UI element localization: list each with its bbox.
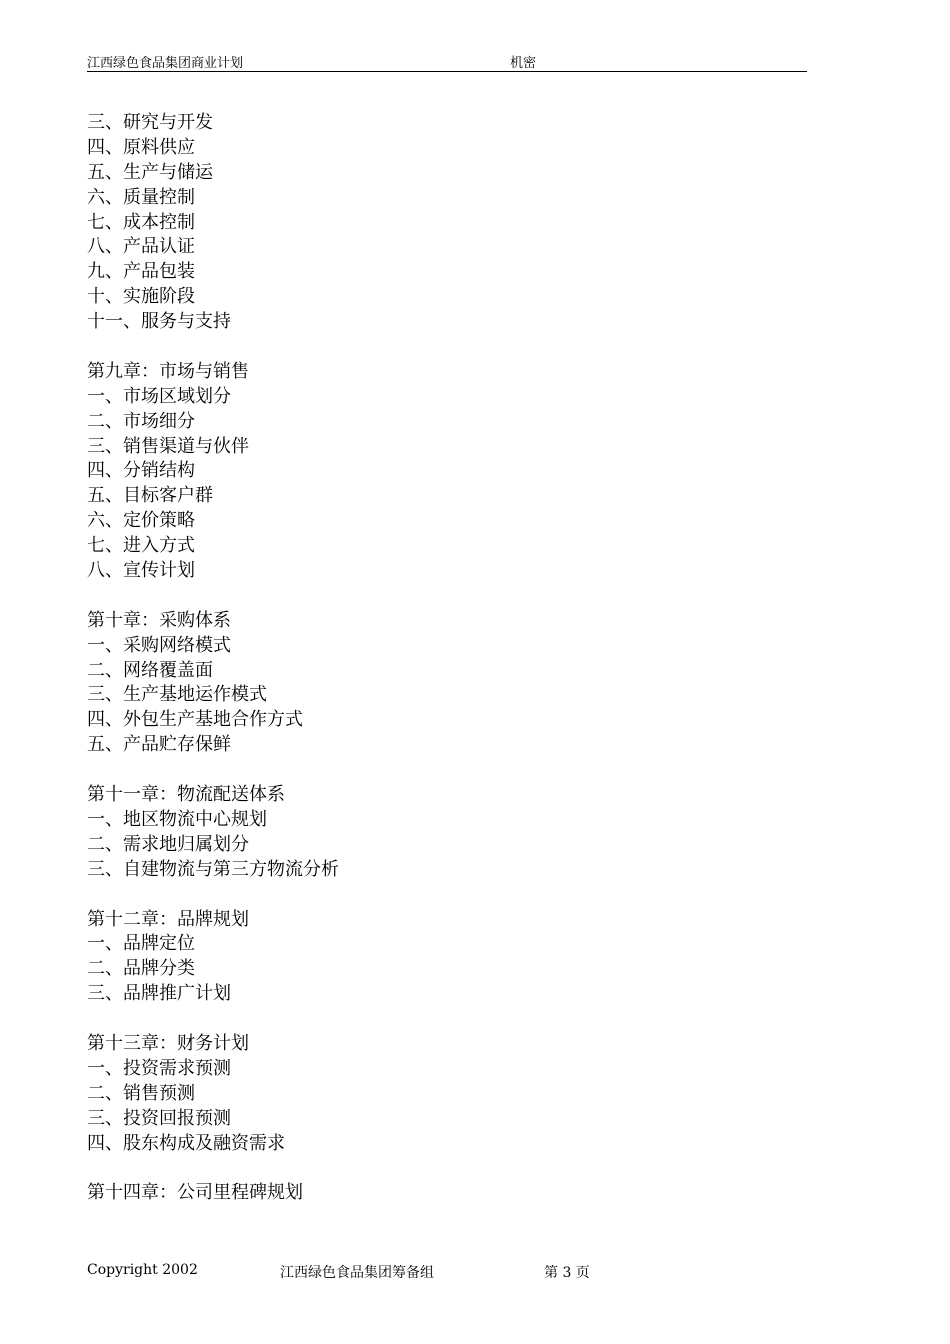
toc-item: 十、实施阶段	[87, 286, 195, 308]
toc-item: 七、进入方式	[87, 535, 195, 557]
table-of-contents	[87, 111, 339, 1206]
toc-item: 二、市场细分	[87, 410, 195, 432]
page-header	[87, 50, 807, 72]
toc-spacer	[87, 335, 339, 360]
toc-item: 三、自建物流与第三方物流分析	[87, 858, 339, 880]
toc-spacer	[87, 883, 339, 908]
footer-page-number: 第 3 页	[544, 1265, 590, 1281]
toc-item: 一、投资需求预测	[87, 1057, 231, 1079]
toc-chapter-heading: 第十二章：品牌规划	[87, 908, 249, 930]
toc-item: 四、分销结构	[87, 460, 195, 482]
toc-item: 三、生产基地运作模式	[87, 684, 267, 706]
toc-chapter-heading: 第十章：采购体系	[87, 609, 231, 631]
toc-item: 九、产品包装	[87, 261, 195, 283]
toc-item: 一、市场区域划分	[87, 385, 231, 407]
toc-item: 一、地区物流中心规划	[87, 808, 267, 830]
footer-organization: 江西绿色食品集团筹备组	[280, 1265, 434, 1281]
footer-copyright: Copyright 2002	[87, 1262, 198, 1278]
toc-item: 四、外包生产基地合作方式	[87, 709, 303, 731]
toc-item: 八、产品认证	[87, 236, 195, 258]
toc-spacer	[87, 758, 339, 783]
toc-item: 一、品牌定位	[87, 933, 195, 955]
toc-item: 五、产品贮存保鲜	[87, 734, 231, 756]
toc-item: 三、研究与开发	[87, 112, 213, 133]
toc-item: 八、宣传计划	[87, 560, 195, 582]
toc-chapter-heading: 第十三章：财务计划	[87, 1032, 249, 1054]
toc-item: 一、采购网络模式	[87, 634, 231, 656]
toc-item: 五、目标客户群	[87, 485, 213, 507]
toc-item: 五、生产与储运	[87, 161, 213, 183]
toc-spacer	[87, 1156, 339, 1181]
toc-item: 六、质量控制	[87, 186, 195, 208]
toc-item: 七、成本控制	[87, 211, 195, 233]
toc-chapter-heading: 第九章：市场与销售	[87, 360, 249, 382]
toc-item: 二、销售预测	[87, 1082, 195, 1104]
toc-item: 二、网络覆盖面	[87, 659, 213, 681]
toc-item: 三、品牌推广计划	[87, 983, 231, 1005]
toc-item: 四、股东构成及融资需求	[87, 1132, 285, 1154]
toc-item: 三、投资回报预测	[87, 1107, 231, 1129]
toc-item: 六、定价策略	[87, 510, 195, 532]
toc-item: 三、销售渠道与伙伴	[87, 435, 249, 457]
header-title: 江西绿色食品集团商业计划	[87, 56, 244, 71]
toc-chapter-heading: 第十四章：公司里程碑规划	[87, 1182, 303, 1204]
toc-item: 四、原料供应	[87, 136, 195, 158]
header-classification: 机密	[510, 56, 537, 71]
toc-item: 十一、服务与支持	[87, 311, 231, 333]
toc-spacer	[87, 584, 339, 609]
toc-spacer	[87, 1007, 339, 1032]
toc-item: 二、需求地归属划分	[87, 833, 249, 855]
toc-chapter-heading: 第十一章：物流配送体系	[87, 784, 285, 806]
toc-item: 二、品牌分类	[87, 958, 195, 980]
page-footer	[87, 1262, 807, 1282]
